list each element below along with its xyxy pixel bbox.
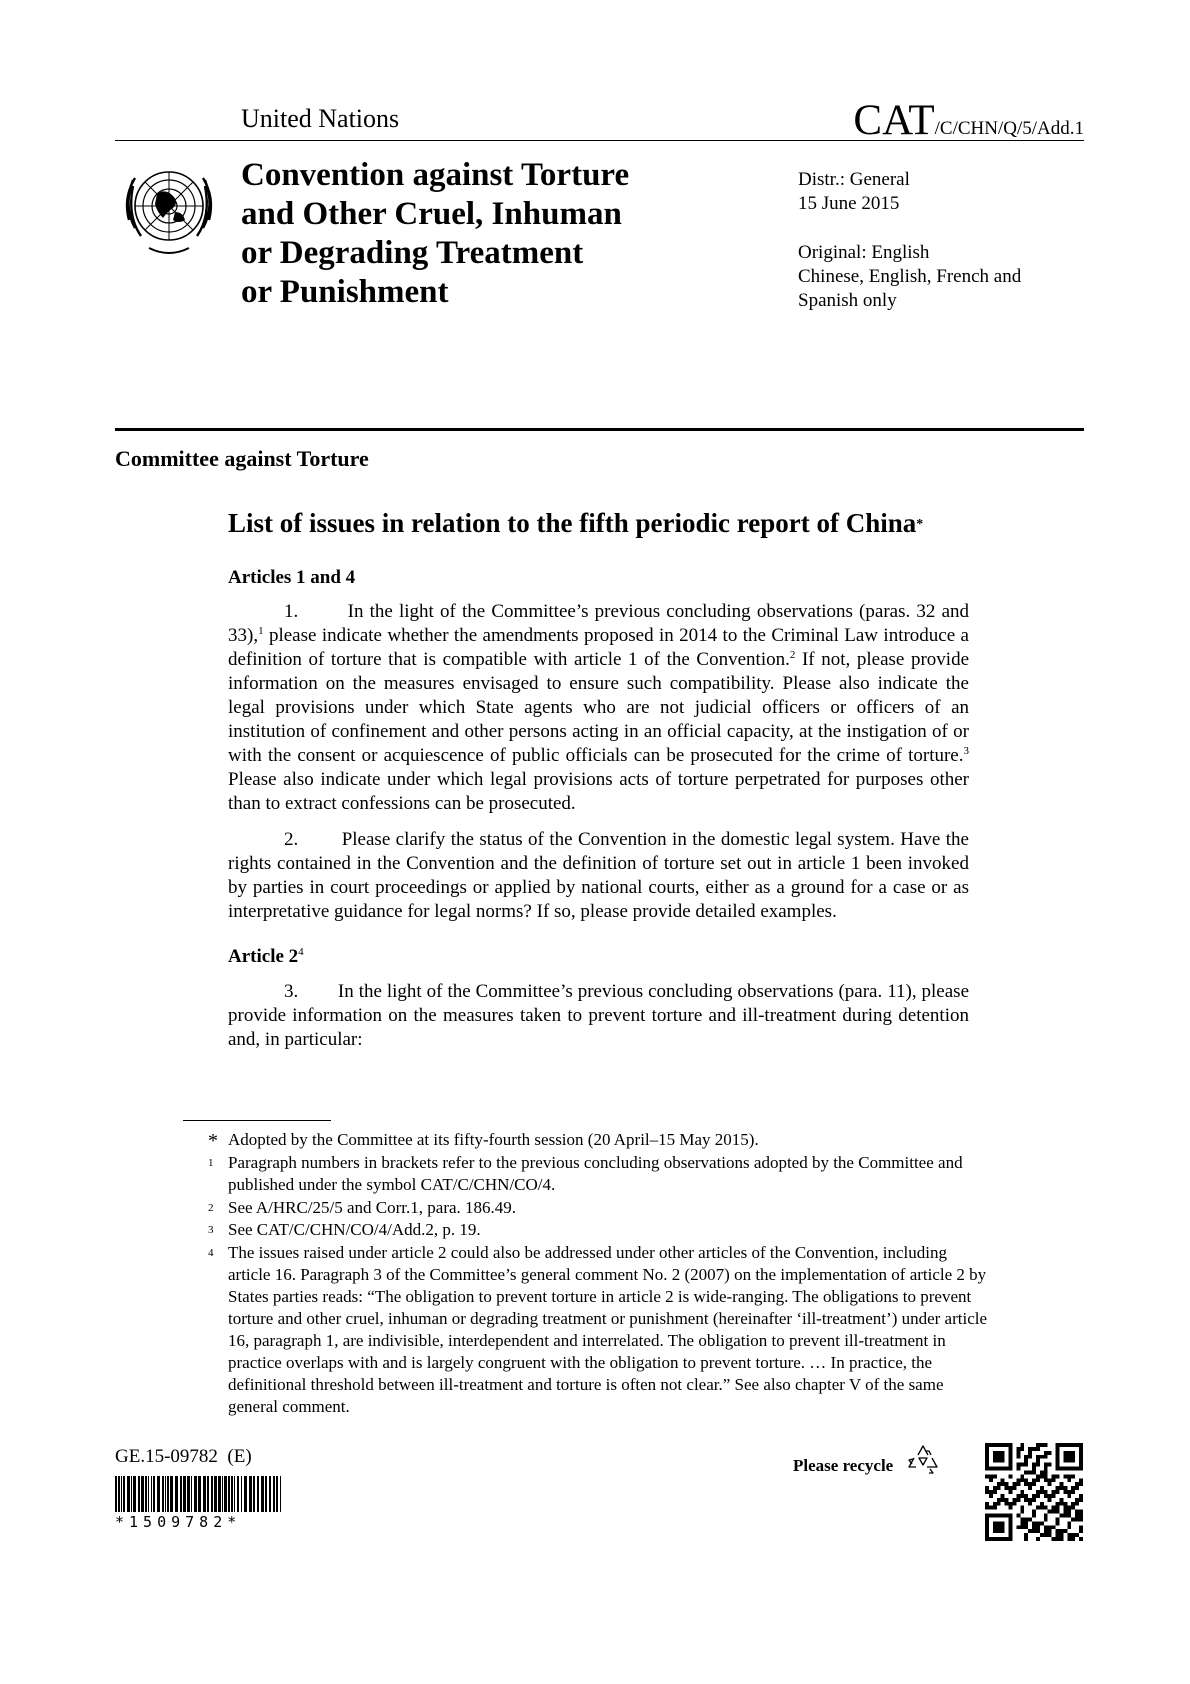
original-language: Original: English [798,242,930,263]
footnote [208,1242,988,1418]
document-title [228,508,923,539]
footnote-ref: 2 [789,649,796,661]
footnote-ref: 4 [298,946,304,958]
paragraph-text: 3. In the light of the Committee’s previous concluding observations (para. 11), please provide information on the measures taken to prevent torture and ill-treatment during detention and, in particular: [228,981,969,1050]
paragraph-text: Please also indicate under which legal provisions acts of torture perpetrated for purposes other than to extract confessions can be prosecuted. [228,769,969,814]
paragraph-text: If not, please provide information on the measures envisaged to ensure such compatibility. Please also indicate the legal provisions under which State agents who are not judicial officers or officers of an institution of confinement and other persons acting in an official capacity, at the instigation of or with the consent or acquiescence of public officials can be prosecuted for the crime of torture. [228,649,969,766]
convention-title-line: and Other Cruel, Inhuman [241,196,622,232]
paragraph-text: please indicate whether the amendments proposed in 2014 to the Criminal Law introduce a definition of torture that is compatible with article 1 of the Convention. [228,625,969,670]
footnote [208,1129,988,1151]
convention-title-line: Convention against Torture [241,157,630,193]
footnote-mark: 2 [208,1202,214,1214]
qr-code-icon [985,1443,1083,1541]
barcode-icon [115,1476,283,1512]
job-number: GE.15-09782 (E) [115,1446,252,1467]
paragraph-text: 2. Please clarify the status of the Convention in the domestic legal system. Have the rights contained in the Convention and the definition of torture set out in article 1 been invoked by parties in court proceedings or applied by national courts, either as a ground for a case or as interpretative guidance for legal norms? If so, please provide detailed examples. [228,829,969,922]
symbol-rest: /C/CHN/Q/5/Add.1 [934,118,1084,139]
distribution: Distr.: General [798,169,910,190]
footnote-text: The issues raised under article 2 could also be addressed under other articles of the Convention, including article 16. Paragraph 3 of the Committee’s general comment No. 2 (2007) on the implementation of article 2 by States parties reads: “The obligation to prevent torture in article 2 is wide-ranging. The obligations to prevent torture and other cruel, inhuman or degrading treatment or punishment (hereinafter ‘ill-treatment’) under article 16, paragraph 1, are indivisible, interdependent and interrelated. The obligation to prevent ill-treatment in practice overlaps with and is largely congruent with the obligation to prevent torture. … In practice, the definitional threshold between ill-treatment and torture is often not clear.” See also chapter V of the same general comment. [228,1243,988,1416]
barcode-text: *1509782* [115,1513,242,1531]
convention-title [241,156,721,312]
distribution-block [798,168,1098,313]
footnote [208,1197,988,1219]
footnote-mark: 4 [208,1247,214,1259]
footnote-text: See A/HRC/25/5 and Corr.1, para. 186.49. [228,1198,517,1217]
paragraph-3 [228,980,969,1052]
title-rule [115,428,1084,431]
recycle-label: Please recycle [793,1456,894,1475]
un-name: United Nations [241,104,400,133]
header-rule [115,140,1084,141]
footnote-mark: * [208,1130,218,1152]
footnote-ref: 1 [258,625,264,637]
section-heading [228,946,304,968]
paragraph-text: 1. In the light of the Committee’s previous concluding observations (paras. 32 and 33), [228,601,969,646]
section-heading [228,567,355,589]
un-emblem-icon [115,156,223,264]
footnote-mark: 1 [208,1157,214,1169]
document-symbol [853,96,1084,145]
footnote-text: Paragraph numbers in brackets refer to the previous concluding observations adopted by the Committee and published under the symbol CAT/C/CHN/CO/4. [228,1153,963,1194]
recycle-icon [905,1442,941,1478]
document-title-text: List of issues in relation to the fifth periodic report of China [228,508,917,538]
languages: Chinese, English, French and [798,266,1022,287]
footnote [208,1152,988,1196]
issue-date: 15 June 2015 [798,193,900,214]
footnote-text: Adopted by the Committee at its fifty-fourth session (20 April–15 May 2015). [228,1130,759,1149]
footnote [208,1219,988,1241]
languages-2: Spanish only [798,290,897,311]
convention-title-line: or Punishment [241,274,449,310]
section-heading-text: Article 2 [228,946,299,967]
paragraph-1 [228,600,969,816]
footnote-mark: 3 [208,1224,214,1236]
section-heading-text: Articles 1 and 4 [228,567,356,588]
symbol-main: CAT [853,97,935,144]
footnote-rule [183,1120,331,1121]
title-footnote-mark: * [916,517,924,532]
convention-title-line: or Degrading Treatment [241,235,584,271]
committee-name: Committee against Torture [115,446,369,471]
footnote-ref: 3 [963,745,969,757]
paragraph-2 [228,828,969,924]
footnote-text: See CAT/C/CHN/CO/4/Add.2, p. 19. [228,1220,481,1239]
